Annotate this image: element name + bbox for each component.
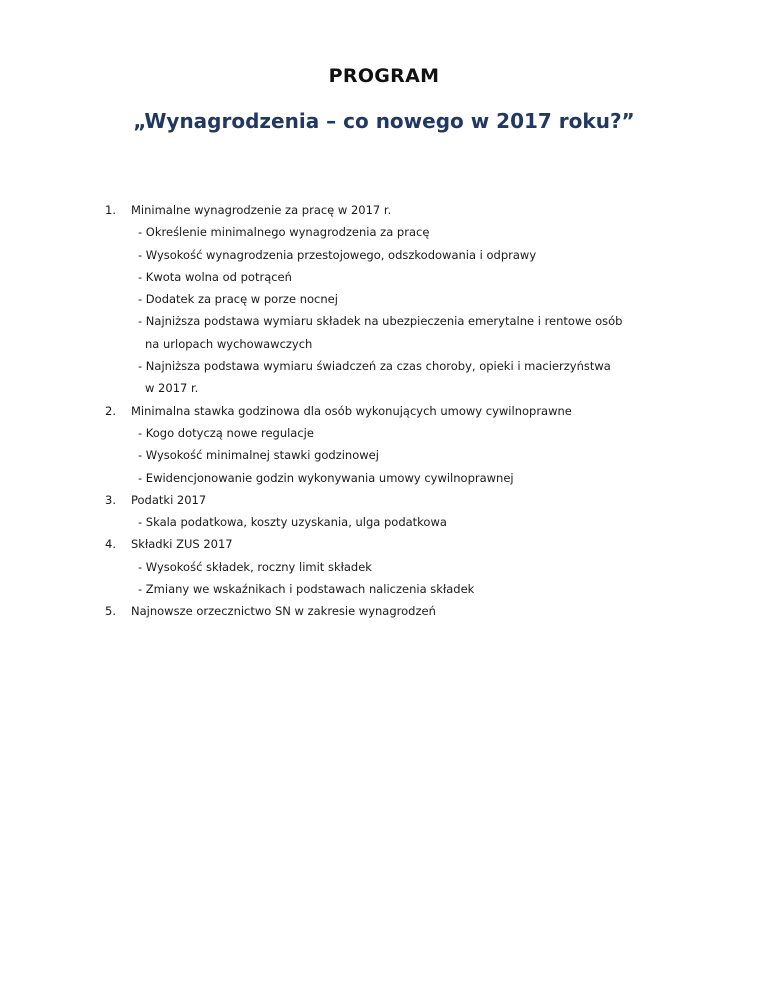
item-number: 4. [105,537,116,552]
sub-list [131,221,685,399]
program-list [105,199,685,623]
program-item-5 [105,600,685,622]
sub-list [131,422,685,489]
item-title: Najnowsze orzecznictwo SN w zakresie wynagrodzeń [131,604,436,619]
item-title: Minimalne wynagrodzenie za pracę w 2017 r. [131,203,392,217]
item-title: Podatki 2017 [131,492,207,507]
sub-item-text: - Kogo dotyczą nowe regulacje [138,425,314,440]
sub-item-text: - Dodatek za pracę w porze nocnej [138,292,338,307]
sub-list [131,511,685,533]
sub-item [138,310,685,355]
sub-item [138,444,685,466]
sub-list [131,556,685,601]
item-number: 5. [105,604,116,619]
item-number: 2. [105,403,116,418]
sub-item-text: - Ewidencjonowanie godzin wykonywania umowy cywilnoprawnej [138,470,514,485]
sub-item-text: - Kwota wolna od potrąceń [138,269,292,284]
sub-item [138,266,685,288]
sub-item [138,422,685,444]
sub-item-text: - Najniższa podstawa wymiaru składek na ubezpieczenia emerytalne i rentowe osób [138,314,623,329]
sub-item-text: - Wysokość minimalnej stawki godzinowej [138,448,379,463]
sub-item-text: - Najniższa podstawa wymiaru świadczeń za czas choroby, opieki i macierzyństwa [138,359,611,374]
sub-item [138,467,685,489]
item-title: Składki ZUS 2017 [131,537,233,552]
sub-item [138,511,685,533]
item-number: 3. [105,492,116,507]
sub-item [138,288,685,310]
sub-item-text: - Wysokość składek, roczny limit składek [138,559,372,574]
sub-item [138,556,685,578]
program-item-2 [105,400,685,489]
document-title: PROGRAM [328,65,440,87]
sub-item-continuation: w 2017 r. [145,381,199,396]
item-number: 1. [105,203,116,217]
sub-item-text: - Skala podatkowa, koszty uzyskania, ulga podatkowa [138,515,447,530]
sub-item [138,221,685,243]
program-item-1 [105,199,685,400]
sub-item-text: - Wysokość wynagrodzenia przestojowego, odszkodowania i odprawy [138,247,537,262]
sub-item-text: - Określenie minimalnego wynagrodzenia za pracę [138,225,430,240]
program-item-4 [105,533,685,600]
program-item-3 [105,489,685,534]
sub-item-text: - Zmiany we wskaźnikach i podstawach naliczenia składek [138,582,475,597]
item-title: Minimalna stawka godzinowa dla osób wykonujących umowy cywilnoprawne [131,403,572,418]
document-subtitle: „Wynagrodzenia – co nowego w 2017 roku?” [133,109,635,133]
sub-item [138,244,685,266]
sub-item [138,355,685,400]
sub-item-continuation: na urlopach wychowawczych [145,336,313,351]
sub-item [138,578,685,600]
